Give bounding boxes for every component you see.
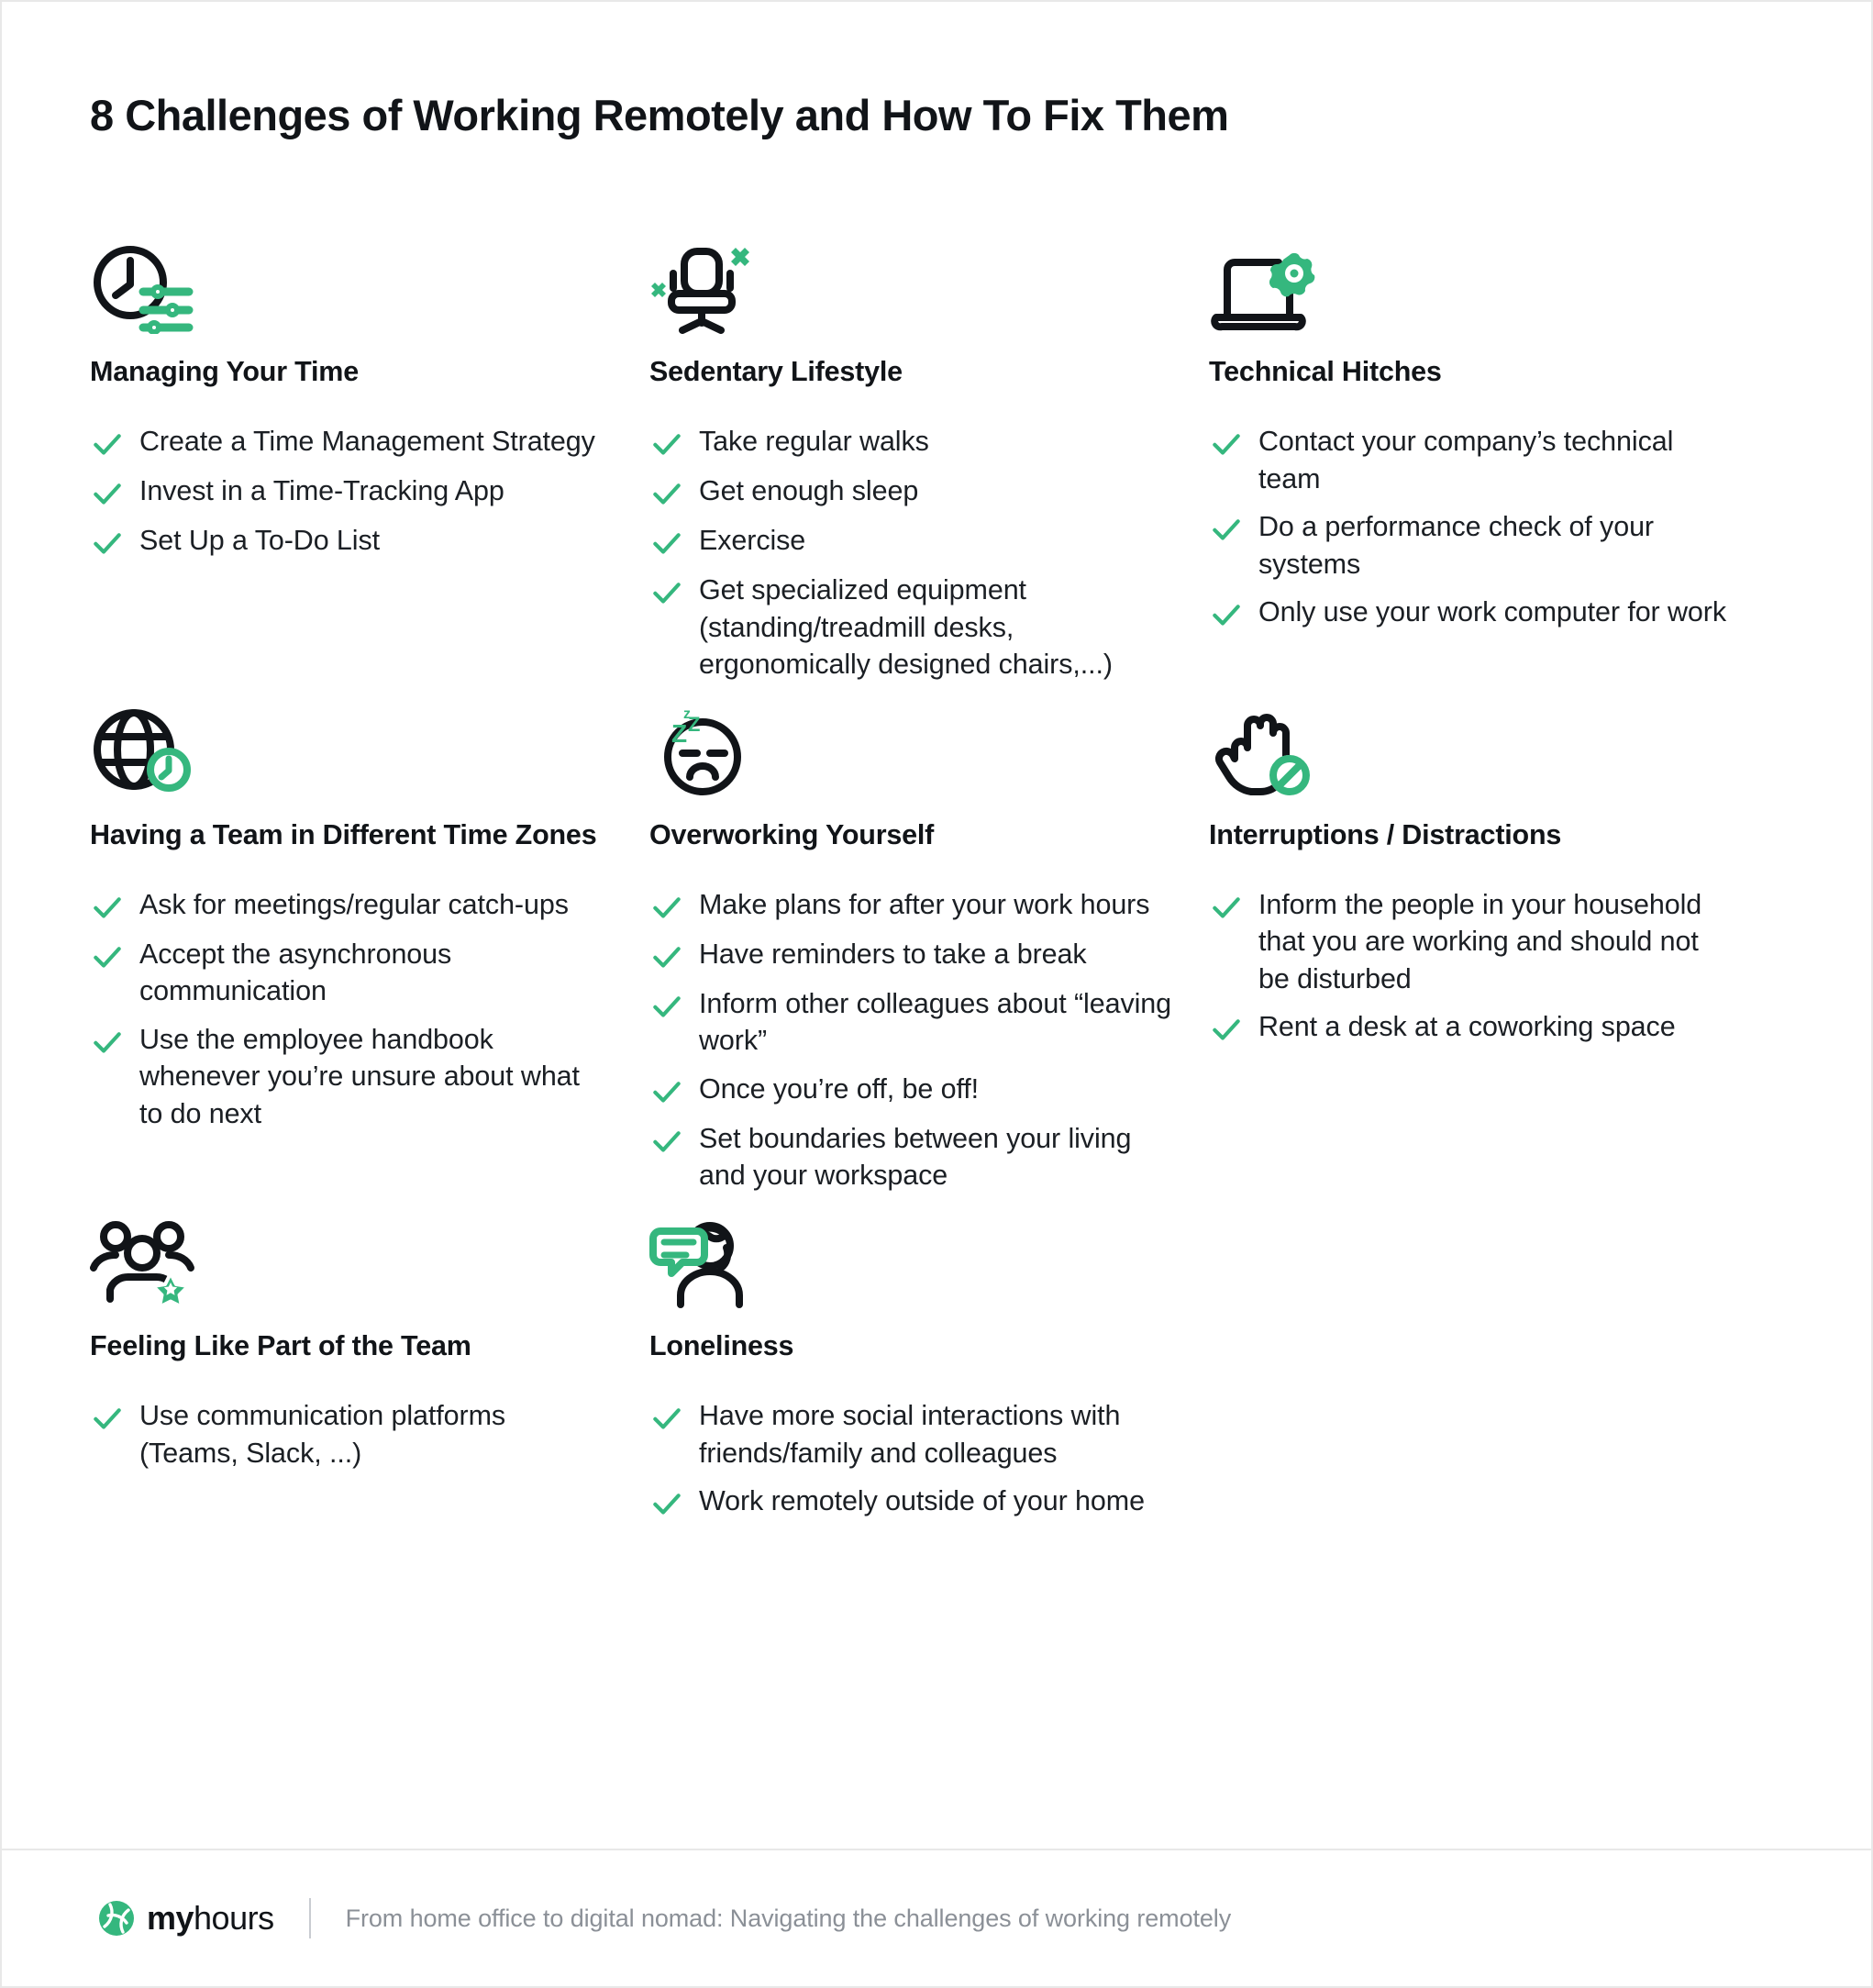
tip-text: Inform other colleagues about “leaving work”: [699, 987, 1172, 1057]
check-icon: [649, 939, 684, 974]
tip-text: Once you’re off, be off!: [699, 1072, 980, 1105]
tip-text: Make plans for after your work hours: [699, 888, 1150, 920]
hand-stop-icon: [1209, 694, 1330, 797]
tip-text: Exercise: [699, 525, 806, 557]
list-item: [649, 572, 1172, 683]
challenges-grid: [90, 231, 1796, 1532]
tip-text: Contact your company’s technical team: [1258, 426, 1674, 494]
tip-text: Have more social interactions with friends/family and colleagues: [699, 1400, 1121, 1469]
empty-cell: [1209, 1205, 1796, 1532]
tips-list: [1209, 423, 1759, 632]
svg-text:Z: Z: [688, 712, 701, 736]
globe-clock-icon: [90, 694, 211, 797]
challenge-card-interruptions-distractions: [1209, 694, 1796, 1205]
check-icon: [90, 526, 125, 561]
list-item: [649, 1071, 1172, 1109]
check-icon: [649, 1074, 684, 1109]
check-icon: [90, 476, 125, 511]
footer: [2, 1849, 1871, 1986]
tips-list: [649, 886, 1172, 1194]
tip-text: Invest in a Time-Tracking App: [139, 475, 504, 507]
list-item: [90, 1397, 613, 1472]
check-icon: [1209, 597, 1244, 632]
list-item: [649, 1483, 1172, 1521]
list-item: [649, 472, 1172, 511]
list-item: [90, 886, 613, 925]
challenge-card-technical-hitches: [1209, 231, 1796, 694]
check-icon: [649, 989, 684, 1024]
challenge-card-feeling-part-of-team: [90, 1205, 649, 1532]
tip-text: Inform the people in your household that you are working and should not be disturbed: [1258, 888, 1702, 994]
tip-text: Take regular walks: [699, 426, 929, 458]
challenge-card-overworking-yourself: [649, 694, 1209, 1205]
list-item: [90, 423, 613, 461]
check-icon: [1209, 427, 1244, 461]
logo-wordmark: [147, 1899, 274, 1938]
check-icon: [90, 890, 125, 925]
tips-list: [90, 886, 613, 1133]
list-item: [90, 936, 613, 1010]
check-icon: [649, 1401, 684, 1436]
card-title: Sedentary Lifestyle: [649, 356, 903, 387]
tip-text: Create a Time Management Strategy: [139, 426, 595, 458]
tip-text: Set Up a To-Do List: [139, 525, 380, 557]
list-item: [649, 1120, 1172, 1194]
check-icon: [1209, 512, 1244, 547]
list-item: [90, 472, 613, 511]
tip-text: Ask for meetings/regular catch-ups: [139, 888, 569, 920]
list-item: [649, 423, 1172, 461]
logo-text-light: hours: [194, 1899, 274, 1937]
challenge-card-managing-your-time: [90, 231, 649, 694]
page-title: 8 Challenges of Working Remotely and How To Fix Them: [90, 91, 1229, 139]
tip-text: Use the employee handbook whenever you’re unsure about what to do next: [139, 1023, 580, 1129]
person-chat-icon: [649, 1205, 770, 1308]
tip-text: Get enough sleep: [699, 475, 919, 507]
list-item: [649, 522, 1172, 561]
check-icon: [649, 476, 684, 511]
card-title: Loneliness: [649, 1330, 794, 1361]
card-title: Feeling Like Part of the Team: [90, 1330, 471, 1361]
card-title: Technical Hitches: [1209, 356, 1442, 387]
card-title: Having a Team in Different Time Zones: [90, 818, 597, 850]
tip-text: Rent a desk at a coworking space: [1258, 1011, 1676, 1043]
tip-text: Do a performance check of your systems: [1258, 511, 1654, 580]
svg-text:Z: Z: [671, 718, 688, 748]
check-icon: [649, 575, 684, 610]
list-item: [649, 936, 1172, 974]
tip-text: Get specialized equipment (standing/treadmill desks, ergonomically designed chairs,...): [699, 574, 1113, 681]
laptop-gear-icon: [1209, 231, 1330, 334]
challenge-card-time-zones: [90, 694, 649, 1205]
myhours-logo[interactable]: [97, 1899, 274, 1938]
challenge-card-sedentary-lifestyle: [649, 231, 1209, 694]
tip-text: Work remotely outside of your home: [699, 1485, 1145, 1517]
list-item: [649, 985, 1172, 1060]
check-icon: [1209, 1012, 1244, 1047]
check-icon: [90, 427, 125, 461]
check-icon: [649, 526, 684, 561]
tip-text: Set boundaries between your living and your workspace: [699, 1122, 1132, 1192]
check-icon: [90, 1025, 125, 1060]
tip-text: Accept the asynchronous communication: [139, 938, 452, 1007]
tip-text: Have reminders to take a break: [699, 938, 1087, 970]
list-item: [90, 522, 613, 561]
card-title: Managing Your Time: [90, 356, 359, 387]
check-icon: [1209, 890, 1244, 925]
myhours-logo-icon: [97, 1899, 136, 1938]
tips-list: [1209, 886, 1759, 1048]
check-icon: [649, 427, 684, 461]
tips-list: [90, 1397, 613, 1472]
card-title: Interruptions / Distractions: [1209, 818, 1562, 850]
tips-list: [649, 1397, 1172, 1521]
check-icon: [90, 1401, 125, 1436]
list-item: [649, 1397, 1172, 1472]
office-chair-icon: [649, 231, 770, 334]
tip-text: Only use your work computer for work: [1258, 596, 1726, 628]
svg-text:z: z: [683, 705, 691, 722]
list-item: [1209, 1008, 1759, 1047]
list-item: [1209, 423, 1759, 497]
list-item: [1209, 508, 1759, 583]
check-icon: [649, 890, 684, 925]
footer-divider: [309, 1898, 311, 1938]
check-icon: [90, 939, 125, 974]
check-icon: [649, 1124, 684, 1159]
challenge-card-loneliness: [649, 1205, 1209, 1532]
list-item: [1209, 886, 1759, 998]
list-item: [90, 1021, 613, 1133]
clock-sliders-icon: [90, 231, 211, 334]
logo-text-bold: my: [147, 1899, 194, 1937]
card-title: Overworking Yourself: [649, 818, 935, 850]
tips-list: [90, 423, 613, 561]
tip-text: Use communication platforms (Teams, Slack, ...): [139, 1400, 506, 1469]
check-icon: [649, 1486, 684, 1521]
team-star-icon: [90, 1205, 211, 1308]
list-item: [1209, 594, 1759, 632]
footer-tagline: From home office to digital nomad: Navigating the challenges of working remotely: [345, 1904, 1232, 1932]
sleepy-face-icon: [649, 694, 770, 797]
tips-list: [649, 423, 1172, 683]
list-item: [649, 886, 1172, 925]
